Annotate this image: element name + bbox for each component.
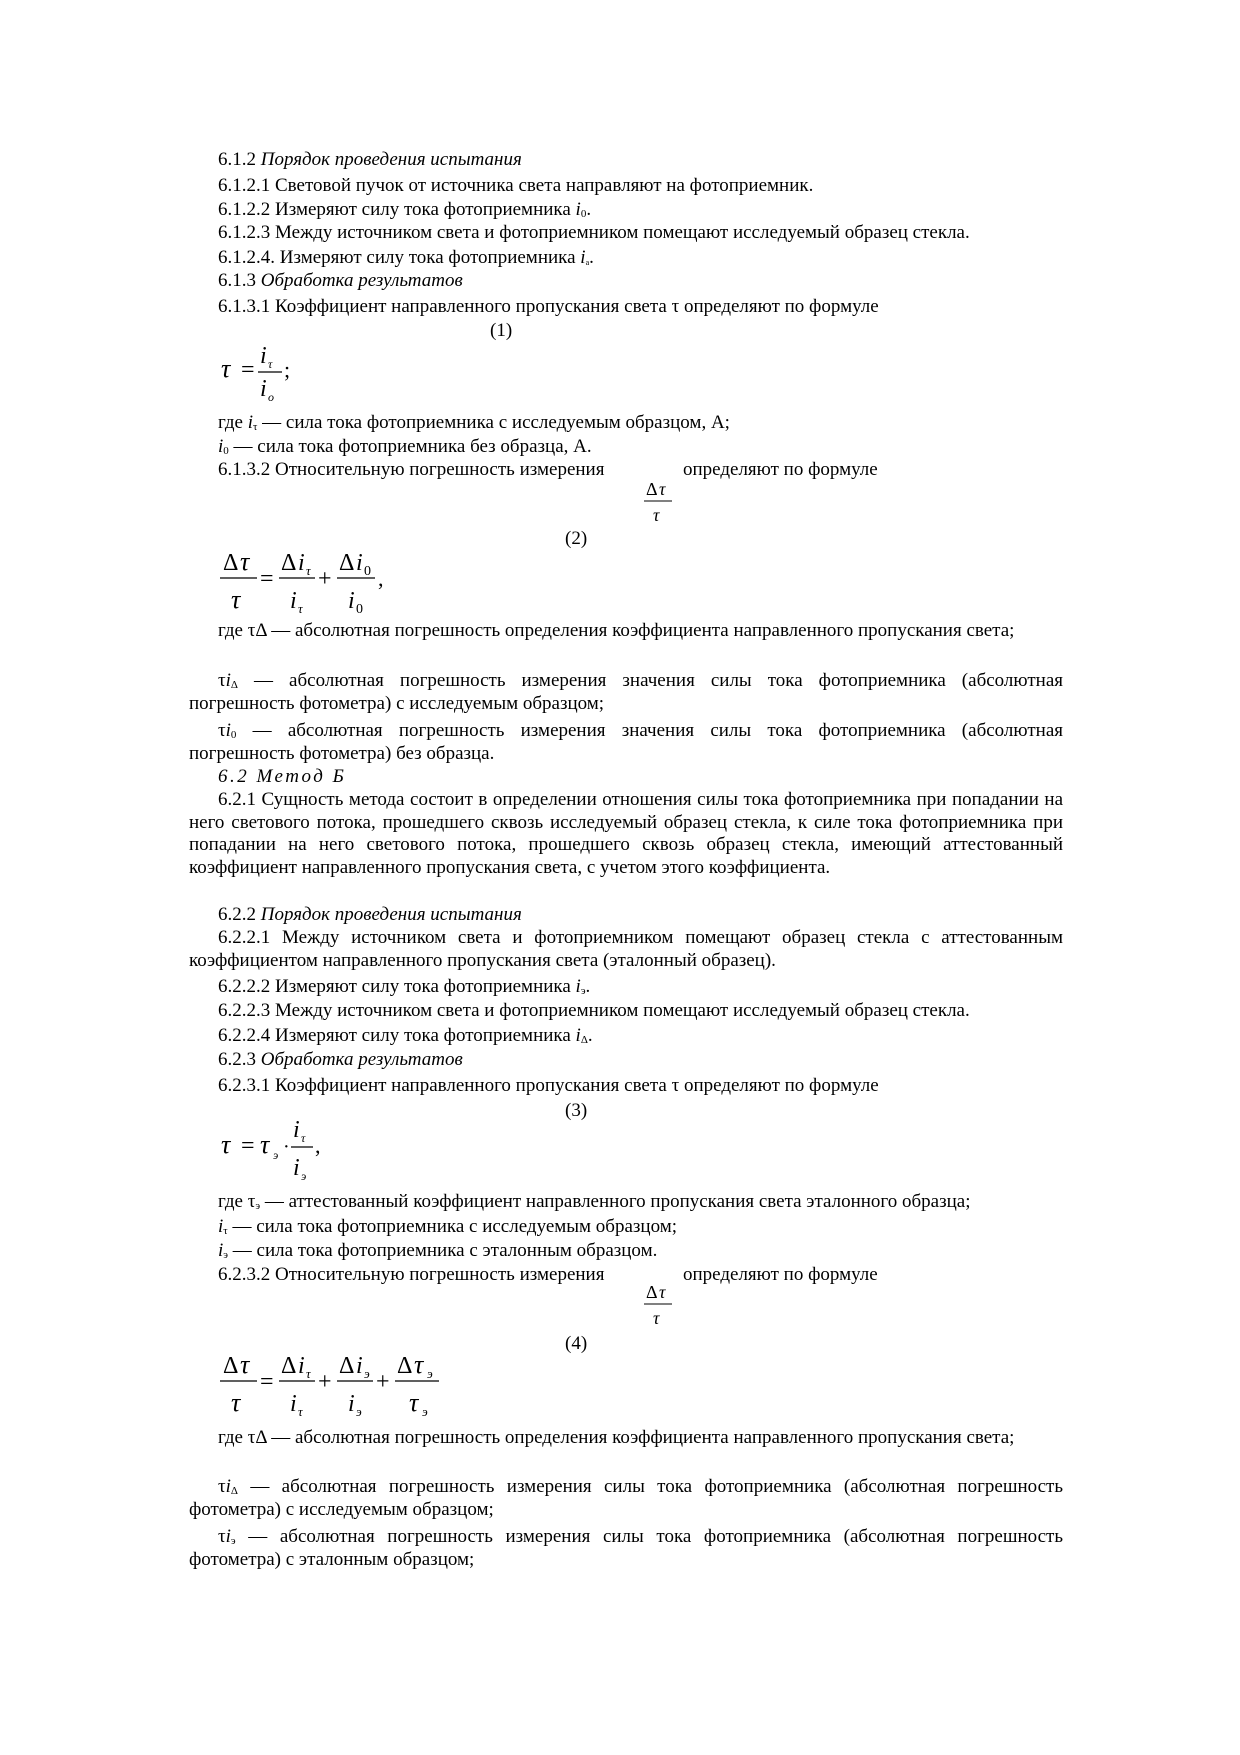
svg-text:,: , bbox=[378, 566, 384, 591]
where-2-delta-i0: $\tau i_0$ — абсолютная погрешность измерения значения силы тока фотоприемника (абсолютная погрешность фотометра) без образца. bbox=[189, 720, 1063, 764]
svg-text:=: = bbox=[241, 1133, 255, 1159]
svg-text:τ: τ bbox=[268, 357, 273, 371]
where-1-i-tau: где $i_\tau$ — сила тока фотоприемника с исследуемым образцом, А; bbox=[218, 412, 730, 433]
svg-text:τ: τ bbox=[301, 1131, 306, 1145]
svg-text:τ: τ bbox=[221, 1130, 231, 1159]
svg-text:τ: τ bbox=[221, 354, 231, 383]
svg-text:τ: τ bbox=[659, 1282, 666, 1302]
svg-text:Δ: Δ bbox=[646, 1282, 658, 1302]
svg-text:i: i bbox=[260, 376, 267, 402]
where-1-i-0: $i_0$ — сила тока фотоприемника без образца, А. bbox=[218, 436, 592, 457]
svg-text:э: э bbox=[356, 1404, 362, 1419]
svg-text:Δ: Δ bbox=[223, 550, 239, 576]
svg-text:τ: τ bbox=[653, 1308, 660, 1328]
svg-text:0: 0 bbox=[364, 564, 371, 579]
svg-text:Δ: Δ bbox=[339, 550, 355, 576]
formula-3-number: (3) bbox=[565, 1100, 588, 1121]
step-6-1-3-2-before: 6.1.3.2 Относительную погрешность измерения bbox=[218, 459, 605, 480]
svg-text:i: i bbox=[298, 1353, 305, 1379]
formula-2-number: (2) bbox=[565, 528, 588, 549]
where-2-delta-tau: где τΔ — абсолютная погрешность определения коэффициента направленного пропускания света; bbox=[218, 620, 1015, 641]
section-heading-6-1-3: 6.1.3 Обработка результатов bbox=[218, 270, 463, 291]
svg-text:i: i bbox=[290, 588, 297, 614]
svg-text:=: = bbox=[241, 357, 255, 383]
svg-text:τ: τ bbox=[659, 479, 666, 499]
svg-text:τ: τ bbox=[653, 505, 660, 525]
where-4-delta-i-e: $\tau i_э$ — абсолютная погрешность измерения силы тока фотоприемника (абсолютная погрешность фотометра) с эталонным образцом; bbox=[189, 1526, 1063, 1570]
section-heading-6-2-3: 6.2.3 Обработка результатов bbox=[218, 1049, 463, 1070]
section-heading-6-1-2: 6.1.2 Порядок проведения испытания bbox=[218, 149, 522, 170]
step-6-1-2-2: 6.1.2.2 Измеряют силу тока фотоприемника $i_0$. bbox=[218, 199, 592, 220]
svg-text:+: + bbox=[318, 566, 332, 592]
svg-text:τ: τ bbox=[260, 1130, 270, 1159]
formula-4 bbox=[215, 1345, 465, 1421]
svg-text:э: э bbox=[273, 1148, 279, 1162]
formula-1 bbox=[215, 340, 325, 408]
step-6-2-3-2-after: определяют по формуле bbox=[683, 1264, 878, 1285]
svg-text:Δ: Δ bbox=[281, 1353, 297, 1379]
svg-text:+: + bbox=[376, 1369, 390, 1395]
svg-text:,: , bbox=[315, 1133, 321, 1158]
step-6-1-3-2-after: определяют по формуле bbox=[683, 459, 878, 480]
svg-text:i: i bbox=[290, 1391, 297, 1417]
step-6-2-3-1: 6.2.3.1 Коэффициент направленного пропускания света τ определяют по формуле bbox=[218, 1075, 879, 1096]
step-6-2-3-2-before: 6.2.3.2 Относительную погрешность измерения bbox=[218, 1264, 605, 1285]
svg-text:τ: τ bbox=[298, 1404, 303, 1419]
step-6-2-2-1: 6.2.2.1 Между источником света и фотоприемником помещают образец стекла с аттестованным коэффициентом направленного пропускания света (эталонный образец). bbox=[189, 927, 1063, 971]
svg-text:i: i bbox=[298, 550, 305, 576]
step-6-2-2-3: 6.2.2.3 Между источником света и фотоприемником помещают исследуемый образец стекла. bbox=[218, 1000, 970, 1021]
where-3-tau-e: где $\tau_э$ — аттестованный коэффициент направленного пропускания света эталонного образца; bbox=[218, 1191, 971, 1212]
svg-text:τ: τ bbox=[298, 601, 303, 616]
svg-text:Δ: Δ bbox=[339, 1353, 355, 1379]
formula-2 bbox=[215, 540, 405, 620]
svg-text:=: = bbox=[260, 1369, 274, 1395]
section-heading-6-2: 6.2 Метод Б bbox=[218, 766, 347, 787]
formula-4-number: (4) bbox=[565, 1333, 588, 1354]
svg-text:э: э bbox=[422, 1404, 428, 1419]
where-4-delta-tau: где τΔ — абсолютная погрешность определения коэффициента направленного пропускания света; bbox=[218, 1427, 1015, 1448]
step-6-1-2-1: 6.1.2.1 Световой пучок от источника света направляют на фотоприемник. bbox=[218, 175, 814, 196]
step-6-1-2-3: 6.1.2.3 Между источником света и фотоприемником помещают исследуемый образец стекла. bbox=[218, 222, 970, 243]
svg-text:э: э bbox=[427, 1366, 433, 1381]
svg-text:τ: τ bbox=[231, 585, 241, 614]
section-heading-6-2-2: 6.2.2 Порядок проведения испытания bbox=[218, 904, 522, 925]
svg-text:i: i bbox=[293, 1155, 300, 1181]
svg-text:τ: τ bbox=[409, 1388, 419, 1417]
svg-text:0: 0 bbox=[356, 602, 363, 617]
svg-text:τ: τ bbox=[240, 1350, 250, 1379]
step-6-2-2-2: 6.2.2.2 Измеряют силу тока фотоприемника $i_э$. bbox=[218, 976, 591, 997]
step-6-1-2-4: 6.1.2.4. Измеряют силу тока фотоприемника $i_a$. bbox=[218, 247, 594, 268]
svg-text:τ: τ bbox=[306, 1366, 311, 1381]
svg-text:Δ: Δ bbox=[397, 1353, 413, 1379]
svg-text:Δ: Δ bbox=[223, 1353, 239, 1379]
step-6-2-1: 6.2.1 Сущность метода состоит в определении отношения силы тока фотоприемника при попадании на него светового потока, прошедшего сквозь исследуемый образец стекла, к силе тока фотоприемника при попадании на него светового потока, прошедшего сквозь образец стекла, имеющий аттестованный коэффициент направленного пропускания света, с учетом этого коэффициента. bbox=[189, 789, 1063, 878]
where-3-i-e: $i_э$ — сила тока фотоприемника с эталонным образцом. bbox=[218, 1240, 658, 1261]
svg-text:i: i bbox=[260, 343, 267, 369]
inline-fraction-delta-tau-1 bbox=[642, 477, 682, 527]
svg-text:i: i bbox=[356, 550, 363, 576]
svg-text:Δ: Δ bbox=[281, 550, 297, 576]
step-6-1-3-1: 6.1.3.1 Коэффициент направленного пропускания света τ определяют по формуле bbox=[218, 296, 879, 317]
formula-3 bbox=[215, 1115, 345, 1187]
svg-text:;: ; bbox=[284, 357, 291, 382]
where-2-delta-i: $\tau i_\Delta$ — абсолютная погрешность измерения значения силы тока фотоприемника (абсолютная погрешность фотометра) с исследуемым образцом; bbox=[189, 670, 1063, 714]
where-3-i-tau: $i_\tau$ — сила тока фотоприемника с исследуемым образцом; bbox=[218, 1216, 678, 1237]
svg-text:τ: τ bbox=[231, 1388, 241, 1417]
svg-text:э: э bbox=[364, 1366, 370, 1381]
svg-text:·: · bbox=[283, 1136, 290, 1158]
svg-text:i: i bbox=[356, 1353, 363, 1379]
svg-text:τ: τ bbox=[414, 1350, 424, 1379]
svg-text:τ: τ bbox=[306, 563, 311, 578]
where-4-delta-i: $\tau i_\Delta$ — абсолютная погрешность измерения силы тока фотоприемника (абсолютная погрешность фотометра) с исследуемым образцом; bbox=[189, 1476, 1063, 1520]
formula-1-number: (1) bbox=[490, 320, 513, 341]
svg-text:i: i bbox=[348, 1391, 355, 1417]
svg-text:=: = bbox=[260, 566, 274, 592]
svg-text:i: i bbox=[348, 588, 355, 614]
svg-text:Δ: Δ bbox=[646, 479, 658, 499]
svg-text:+: + bbox=[318, 1369, 332, 1395]
step-6-2-2-4: 6.2.2.4 Измеряют силу тока фотоприемника $i_\Delta$. bbox=[218, 1025, 593, 1046]
svg-text:i: i bbox=[293, 1117, 300, 1143]
inline-fraction-delta-tau-2 bbox=[642, 1280, 682, 1330]
svg-text:э: э bbox=[301, 1169, 307, 1183]
svg-text:τ: τ bbox=[240, 547, 250, 576]
svg-text:o: o bbox=[268, 390, 274, 404]
